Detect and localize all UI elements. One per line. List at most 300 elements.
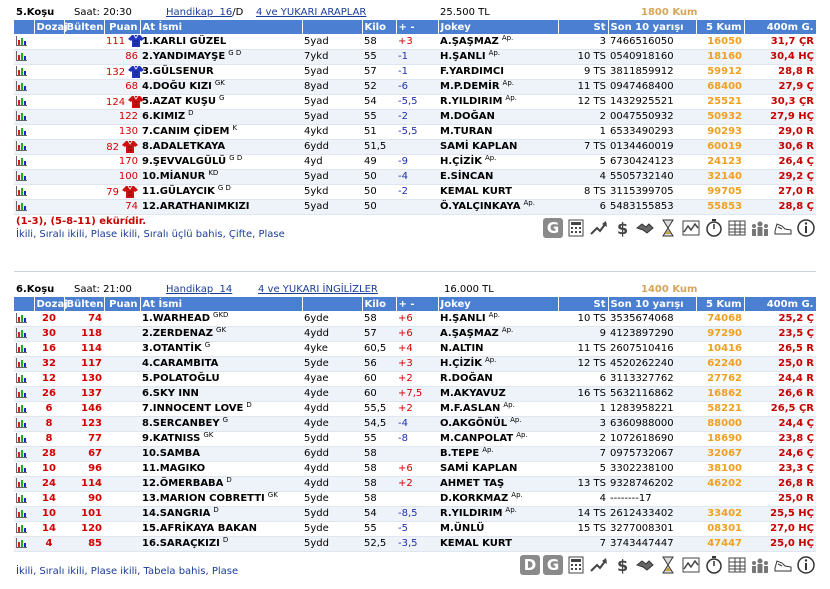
- horse-name-cell[interactable]: [140, 356, 302, 371]
- stats-chart-icon[interactable]: [14, 154, 34, 169]
- race-header: [14, 283, 816, 297]
- table-row[interactable]: [14, 506, 816, 521]
- bulten-cell: 77: [64, 431, 104, 446]
- horse-name-cell[interactable]: [140, 139, 302, 154]
- table-row[interactable]: [14, 461, 816, 476]
- bulten-cell: 137: [64, 386, 104, 401]
- horse-name-cell[interactable]: [140, 124, 302, 139]
- puan-value: 130: [118, 126, 138, 137]
- horse-name-cell[interactable]: [140, 491, 302, 506]
- jockey-name[interactable]: A.ŞAŞMAZ: [440, 35, 499, 47]
- table-row[interactable]: [14, 386, 816, 401]
- equipment-codes: GK: [203, 431, 214, 439]
- jockey-cell[interactable]: [438, 169, 558, 184]
- stats-chart-icon[interactable]: [14, 476, 34, 491]
- column-header[interactable]: 5 Kum: [696, 297, 744, 311]
- jockey-cell[interactable]: [438, 79, 558, 94]
- stats-chart-icon[interactable]: [14, 431, 34, 446]
- table-row[interactable]: [14, 416, 816, 431]
- jockey-name[interactable]: R.DOĞAN: [440, 373, 493, 384]
- column-header[interactable]: Son 10 yarışı: [608, 20, 696, 34]
- jockey-cell[interactable]: [438, 491, 558, 506]
- column-header[interactable]: Dozaj: [34, 297, 64, 311]
- table-row[interactable]: [14, 521, 816, 536]
- kum5-cell: 18160: [696, 49, 744, 64]
- horse-name[interactable]: 5.AZAT KUŞU: [142, 96, 217, 107]
- handshake-icon[interactable]: [635, 555, 655, 575]
- horse-name[interactable]: 1.WARHEAD: [142, 312, 211, 324]
- horse-name[interactable]: 2.ZERDENAZ: [142, 328, 214, 339]
- table-row[interactable]: [14, 341, 816, 356]
- jockey-cell[interactable]: [438, 431, 558, 446]
- table-row[interactable]: [14, 109, 816, 124]
- jockey-cell[interactable]: [438, 356, 558, 371]
- section-divider: [14, 271, 816, 272]
- horse-name-cell[interactable]: [140, 64, 302, 79]
- horse-name-cell[interactable]: [140, 109, 302, 124]
- horse-name-cell[interactable]: [140, 94, 302, 109]
- stopwatch-icon[interactable]: [704, 218, 724, 238]
- horse-name-cell[interactable]: [140, 49, 302, 64]
- column-header[interactable]: 400m G.: [744, 297, 816, 311]
- horse-name-cell[interactable]: [140, 476, 302, 491]
- race-class-link[interactable]: 4 ve YUKARI İNGİLİZLER: [258, 284, 378, 295]
- column-header[interactable]: Jokey: [438, 297, 558, 311]
- horse-name[interactable]: 4.CARAMBITA: [142, 358, 219, 369]
- dozaj-cell: 16: [34, 341, 64, 356]
- last10-cell: 1432925521: [608, 94, 696, 109]
- info-icon[interactable]: [796, 218, 816, 238]
- jockey-name[interactable]: M.AKYAVUZ: [440, 388, 506, 399]
- age-cell: 6ydd: [302, 139, 362, 154]
- start-cell: 10 TS: [558, 311, 608, 326]
- weight-diff-cell: -4: [396, 416, 438, 431]
- stopwatch-icon[interactable]: [704, 555, 724, 575]
- weight-diff-cell: +4: [396, 341, 438, 356]
- stats-chart-icon[interactable]: [14, 521, 34, 536]
- column-header[interactable]: At İsmi: [140, 297, 302, 311]
- jockey-name[interactable]: B.TEPE: [440, 448, 480, 459]
- table-row[interactable]: [14, 154, 816, 169]
- horse-name[interactable]: 11.MAGIKO: [142, 463, 206, 474]
- jockey-name[interactable]: D.KORKMAZ: [440, 493, 509, 504]
- column-header[interactable]: Bülten: [64, 20, 104, 34]
- horse-name-cell[interactable]: [140, 506, 302, 521]
- weight-diff-cell: -3,5: [396, 536, 438, 551]
- column-header[interactable]: Puan: [104, 297, 140, 311]
- column-header[interactable]: At İsmi: [140, 20, 302, 34]
- table-row[interactable]: [14, 124, 816, 139]
- weight-diff-cell: -6: [396, 79, 438, 94]
- jockey-cell[interactable]: [438, 199, 558, 214]
- horse-name[interactable]: 2.YANDIMAYŞE: [142, 51, 226, 62]
- table-icon[interactable]: [727, 218, 747, 238]
- jockey-cell[interactable]: [438, 416, 558, 431]
- dozaj-cell: 8: [34, 431, 64, 446]
- jockey-cell[interactable]: [438, 326, 558, 341]
- weight-diff-cell: +2: [396, 401, 438, 416]
- bulten-cell: [64, 199, 104, 214]
- entries-table: [14, 20, 817, 215]
- jockey-name[interactable]: M.P.DEMİR: [440, 81, 500, 92]
- g400-cell: 27,9 Ç: [744, 79, 816, 94]
- jockey-silks-icon: [122, 187, 138, 198]
- column-header[interactable]: [14, 297, 34, 311]
- stats-chart-icon[interactable]: [14, 491, 34, 506]
- race-class: [258, 283, 378, 297]
- jockey-name[interactable]: H.ÇİZİK: [440, 156, 482, 167]
- race-class-link[interactable]: 4 ve YUKARI ARAPLAR: [256, 7, 367, 18]
- table-row[interactable]: [14, 64, 816, 79]
- g-icon[interactable]: G: [543, 218, 563, 238]
- horse-name-cell[interactable]: [140, 169, 302, 184]
- dozaj-cell: [34, 184, 64, 199]
- horse-name-cell[interactable]: [140, 431, 302, 446]
- jockey-cell[interactable]: [438, 311, 558, 326]
- horse-name-cell[interactable]: [140, 371, 302, 386]
- puan-value: 111: [106, 36, 126, 48]
- horse-name[interactable]: 15.AFRİKAYA BAKAN: [142, 523, 257, 534]
- stats-chart-icon[interactable]: [14, 341, 34, 356]
- kum5-cell: 24123: [696, 154, 744, 169]
- g400-cell: 25,5 HÇ: [744, 506, 816, 521]
- prize-money: 16.000 TL: [444, 284, 494, 295]
- jockey-name[interactable]: SAMİ KAPLAN: [440, 463, 518, 474]
- line-chart-icon[interactable]: [681, 555, 701, 575]
- kilo-cell: 55,5: [362, 401, 396, 416]
- bulten-cell: 114: [64, 476, 104, 491]
- table-header-row: [14, 20, 816, 34]
- horse-name[interactable]: 3.GÜLSENUR: [142, 66, 214, 77]
- stats-chart-icon[interactable]: [14, 79, 34, 94]
- shoe-icon[interactable]: [773, 218, 793, 238]
- jockey-cell[interactable]: [438, 34, 558, 49]
- dollar-icon[interactable]: [612, 218, 632, 238]
- stats-chart-icon[interactable]: [14, 169, 34, 184]
- jockey-cell[interactable]: [438, 536, 558, 551]
- horse-name[interactable]: 6.KIMIZ: [142, 111, 186, 122]
- last10-cell: 3115399705: [608, 184, 696, 199]
- column-header[interactable]: + -: [396, 20, 438, 34]
- stats-chart-icon[interactable]: [14, 536, 34, 551]
- jockey-cell[interactable]: [438, 461, 558, 476]
- dollar-icon[interactable]: [612, 555, 632, 575]
- stats-chart-icon[interactable]: [14, 326, 34, 341]
- column-header[interactable]: [302, 20, 362, 34]
- column-header[interactable]: Kilo: [362, 297, 396, 311]
- kilo-cell: 58: [362, 476, 396, 491]
- apprentice-mark: Ap.: [484, 356, 497, 364]
- last10-cell: 3113327762: [608, 371, 696, 386]
- horse-name[interactable]: 12.ÖMERBABA: [142, 478, 224, 489]
- jockey-name[interactable]: M.ÜNLÜ: [440, 523, 485, 534]
- jockey-name[interactable]: O.AKGÖNÜL: [440, 418, 508, 429]
- kilo-cell: 51: [362, 124, 396, 139]
- puan-cell: [104, 431, 140, 446]
- jockey-name[interactable]: M.DOĞAN: [440, 111, 495, 122]
- column-header[interactable]: Kilo: [362, 20, 396, 34]
- column-header[interactable]: Bülten: [64, 297, 104, 311]
- bulten-cell: 101: [64, 506, 104, 521]
- horse-name-cell[interactable]: [140, 416, 302, 431]
- horse-name[interactable]: 13.MARION COBRETTI: [142, 493, 265, 504]
- jockey-cell[interactable]: [438, 184, 558, 199]
- bulten-cell: [64, 184, 104, 199]
- column-header[interactable]: St: [558, 297, 608, 311]
- jockey-cell[interactable]: [438, 154, 558, 169]
- horse-name-cell[interactable]: [140, 461, 302, 476]
- handikap-link[interactable]: Handikap 14: [166, 284, 233, 295]
- stats-chart-icon[interactable]: [14, 64, 34, 79]
- shoe-icon[interactable]: [773, 555, 793, 575]
- stats-chart-icon[interactable]: [14, 446, 34, 461]
- horse-name[interactable]: 7.CANIM ÇİDEM: [142, 126, 230, 137]
- puan-cell: [104, 491, 140, 506]
- jockey-cell[interactable]: [438, 124, 558, 139]
- horse-name[interactable]: 8.SERCANBEY: [142, 418, 220, 429]
- column-header[interactable]: [14, 20, 34, 34]
- stats-chart-icon[interactable]: [14, 356, 34, 371]
- horse-name[interactable]: 10.MİANUR: [142, 171, 206, 182]
- jockey-silks-icon: [122, 142, 138, 153]
- table-row[interactable]: [14, 326, 816, 341]
- table-row[interactable]: [14, 49, 816, 64]
- table-row[interactable]: [14, 476, 816, 491]
- stats-chart-icon[interactable]: [14, 506, 34, 521]
- trend-icon[interactable]: [589, 218, 609, 238]
- jockey-name[interactable]: M.CANPOLAT: [440, 433, 514, 444]
- horse-name-cell[interactable]: [140, 79, 302, 94]
- column-header[interactable]: 400m G.: [744, 20, 816, 34]
- horse-name[interactable]: 16.SARAÇKIZI: [142, 538, 220, 549]
- table-row[interactable]: [14, 536, 816, 551]
- column-header[interactable]: Jokey: [438, 20, 558, 34]
- weight-diff-cell: +3: [396, 356, 438, 371]
- jockey-cell[interactable]: [438, 49, 558, 64]
- handikap-link[interactable]: Handikap 16: [166, 7, 233, 18]
- horse-name-cell[interactable]: [140, 521, 302, 536]
- horse-name[interactable]: 11.GÜLAYCIK: [142, 186, 215, 197]
- jockey-cell[interactable]: [438, 521, 558, 536]
- start-cell: 2: [558, 109, 608, 124]
- table-row[interactable]: [14, 79, 816, 94]
- bulten-cell: [64, 169, 104, 184]
- hourglass-icon[interactable]: [658, 555, 678, 575]
- jockey-cell[interactable]: [438, 386, 558, 401]
- jockey-name[interactable]: N.ALTIN: [440, 343, 484, 354]
- table-row[interactable]: [14, 401, 816, 416]
- stats-chart-icon[interactable]: [14, 94, 34, 109]
- column-header[interactable]: St: [558, 20, 608, 34]
- horse-name[interactable]: 1.KARLI GÜZEL: [142, 35, 227, 47]
- kilo-cell: 54: [362, 94, 396, 109]
- puan-cell: [104, 109, 140, 124]
- horse-name[interactable]: 9.ŞEVVALGÜLÜ: [142, 156, 227, 167]
- jockey-name[interactable]: H.ÇİZİK: [440, 358, 482, 369]
- age-cell: 5yad: [302, 64, 362, 79]
- stats-chart-icon[interactable]: [14, 184, 34, 199]
- calculator-icon[interactable]: [566, 218, 586, 238]
- g-icon[interactable]: G: [543, 555, 563, 575]
- table-row[interactable]: [14, 446, 816, 461]
- horse-name[interactable]: 3.OTANTİK: [142, 343, 202, 354]
- table-row[interactable]: [14, 356, 816, 371]
- jockey-name[interactable]: KEMAL KURT: [440, 186, 512, 197]
- jockey-cell[interactable]: [438, 64, 558, 79]
- jockey-name[interactable]: R.YILDIRIM: [440, 508, 503, 519]
- table-row[interactable]: [14, 371, 816, 386]
- crowd-icon[interactable]: [750, 555, 770, 575]
- table-row[interactable]: [14, 139, 816, 154]
- jockey-cell[interactable]: [438, 506, 558, 521]
- stats-chart-icon[interactable]: [14, 311, 34, 326]
- horse-name-cell[interactable]: [140, 184, 302, 199]
- age-cell: 8yad: [302, 79, 362, 94]
- stats-chart-icon[interactable]: [14, 49, 34, 64]
- kum5-cell: 16050: [696, 34, 744, 49]
- stats-chart-icon[interactable]: [14, 199, 34, 214]
- horse-name[interactable]: 9.KATNISS: [142, 433, 201, 444]
- trend-icon[interactable]: [589, 555, 609, 575]
- start-cell: 3: [558, 416, 608, 431]
- stats-chart-icon[interactable]: [14, 461, 34, 476]
- horse-name-cell[interactable]: [140, 341, 302, 356]
- horse-name-cell[interactable]: [140, 401, 302, 416]
- info-icon[interactable]: [796, 555, 816, 575]
- puan-cell: [104, 154, 140, 169]
- table-icon[interactable]: [727, 555, 747, 575]
- jockey-name[interactable]: M.TURAN: [440, 126, 493, 137]
- table-row[interactable]: [14, 431, 816, 446]
- horse-name-cell[interactable]: [140, 199, 302, 214]
- horse-name-cell[interactable]: [140, 536, 302, 551]
- calculator-icon[interactable]: [566, 555, 586, 575]
- bulten-cell: [64, 109, 104, 124]
- hourglass-icon[interactable]: [658, 218, 678, 238]
- jockey-name[interactable]: AHMET TAŞ: [440, 478, 505, 489]
- age-cell: 5yde: [302, 521, 362, 536]
- table-row[interactable]: [14, 491, 816, 506]
- g400-cell: 24,4 R: [744, 371, 816, 386]
- jockey-name[interactable]: Ö.YALÇINKAYA: [440, 201, 521, 212]
- puan-cell: [104, 199, 140, 214]
- jockey-name[interactable]: E.SİNCAN: [440, 171, 494, 182]
- jockey-name[interactable]: KEMAL KURT: [440, 538, 512, 549]
- puan-cell: [104, 506, 140, 521]
- horse-name[interactable]: 14.SANGRIA: [142, 508, 211, 519]
- kum5-cell: 97290: [696, 326, 744, 341]
- jockey-cell[interactable]: [438, 139, 558, 154]
- column-header[interactable]: Puan: [104, 20, 140, 34]
- horse-name-cell[interactable]: [140, 154, 302, 169]
- weight-diff-cell: +2: [396, 371, 438, 386]
- horse-name[interactable]: 4.DOĞU KIZI: [142, 81, 212, 92]
- stats-chart-icon[interactable]: [14, 34, 34, 49]
- table-row[interactable]: [14, 34, 816, 49]
- table-row[interactable]: [14, 311, 816, 326]
- jockey-name[interactable]: H.ŞANLI: [440, 51, 486, 62]
- kilo-cell: 55: [362, 521, 396, 536]
- table-row[interactable]: [14, 169, 816, 184]
- jockey-cell[interactable]: [438, 371, 558, 386]
- stats-chart-icon[interactable]: [14, 109, 34, 124]
- d-icon[interactable]: D: [520, 555, 540, 575]
- start-cell: 2: [558, 431, 608, 446]
- stats-chart-icon[interactable]: [14, 124, 34, 139]
- horse-name-cell[interactable]: [140, 311, 302, 326]
- crowd-icon[interactable]: [750, 218, 770, 238]
- table-row[interactable]: [14, 199, 816, 214]
- horse-name[interactable]: 8.ADALETKAYA: [142, 141, 226, 152]
- column-header[interactable]: 5 Kum: [696, 20, 744, 34]
- horse-name[interactable]: 5.POLATOĞLU: [142, 373, 220, 384]
- start-cell: 6: [558, 371, 608, 386]
- race-toolbar: [543, 217, 816, 239]
- column-header[interactable]: Dozaj: [34, 20, 64, 34]
- stats-chart-icon[interactable]: [14, 401, 34, 416]
- age-cell: 5yad: [302, 94, 362, 109]
- weight-diff-cell: -1: [396, 49, 438, 64]
- jockey-cell[interactable]: [438, 446, 558, 461]
- jockey-name[interactable]: A.ŞAŞMAZ: [440, 328, 499, 339]
- table-row[interactable]: [14, 94, 816, 109]
- horse-name[interactable]: 6.SKY INN: [142, 388, 199, 399]
- horse-name-cell[interactable]: [140, 326, 302, 341]
- puan-cell: [104, 371, 140, 386]
- jockey-name[interactable]: F.YARDIMCI: [440, 66, 504, 77]
- horse-name[interactable]: 12.ARATHANIMKIZI: [142, 201, 250, 212]
- jockey-name[interactable]: H.ŞANLI: [440, 312, 486, 324]
- g400-cell: 25,0 R: [744, 356, 816, 371]
- puan-value: 170: [118, 156, 138, 167]
- table-row[interactable]: [14, 184, 816, 199]
- column-header[interactable]: [302, 297, 362, 311]
- jockey-name[interactable]: SAMİ KAPLAN: [440, 141, 518, 152]
- last10-cell: 6533490293: [608, 124, 696, 139]
- jockey-name[interactable]: M.F.ASLAN: [440, 403, 501, 414]
- horse-name-cell[interactable]: [140, 34, 302, 49]
- equipment-codes: GKD: [213, 310, 229, 319]
- jockey-cell[interactable]: [438, 401, 558, 416]
- dozaj-cell: [34, 49, 64, 64]
- horse-name[interactable]: 10.SAMBA: [142, 448, 200, 459]
- puan-value: 132: [106, 66, 126, 78]
- jockey-cell[interactable]: [438, 109, 558, 124]
- line-chart-icon[interactable]: [681, 218, 701, 238]
- handshake-icon[interactable]: [635, 218, 655, 238]
- horse-name-cell[interactable]: [140, 446, 302, 461]
- stats-chart-icon[interactable]: [14, 371, 34, 386]
- stats-chart-icon[interactable]: [14, 416, 34, 431]
- horse-name[interactable]: 7.INNOCENT LOVE: [142, 403, 244, 414]
- column-header[interactable]: Son 10 yarışı: [608, 297, 696, 311]
- apprentice-mark: Ap.: [488, 310, 501, 319]
- start-cell: 1: [558, 124, 608, 139]
- last10-cell: 3302238100: [608, 461, 696, 476]
- stats-chart-icon[interactable]: [14, 386, 34, 401]
- bulten-cell: [64, 154, 104, 169]
- jockey-cell[interactable]: [438, 341, 558, 356]
- prize-money: 25.500 TL: [440, 7, 490, 18]
- horse-name-cell[interactable]: [140, 386, 302, 401]
- dozaj-cell: 4: [34, 536, 64, 551]
- stats-chart-icon[interactable]: [14, 139, 34, 154]
- column-header[interactable]: + -: [396, 297, 438, 311]
- jockey-cell[interactable]: [438, 94, 558, 109]
- jockey-cell[interactable]: [438, 476, 558, 491]
- weight-diff-cell: -1: [396, 64, 438, 79]
- jockey-name[interactable]: R.YILDIRIM: [440, 96, 503, 107]
